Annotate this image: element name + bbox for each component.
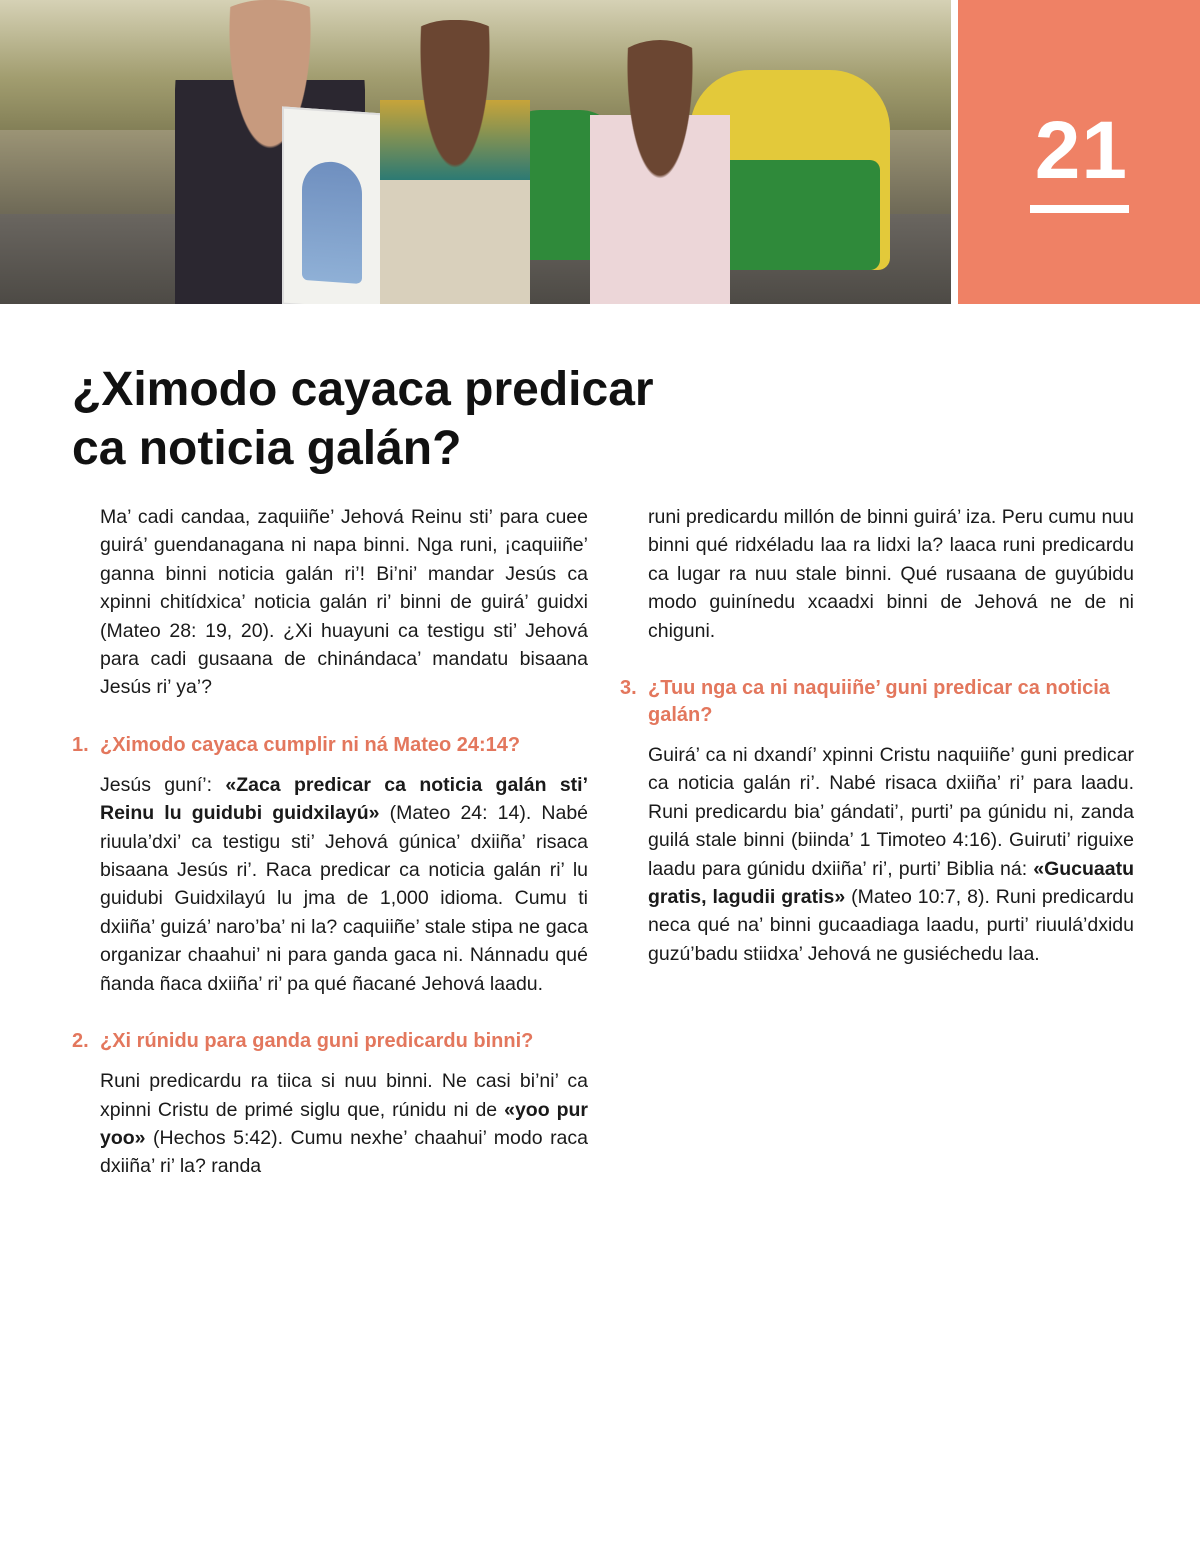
photo-person [590,40,730,304]
title-line: ca noticia galán? [72,422,462,475]
column-right [620,503,1134,968]
question-text: ¿Ximodo cayaca cumplir ni ná Mateo 24:14? [100,733,521,756]
section-paragraph: Guirá’ ca ni dxandí’ xpinni Cristu naquiiñe’ guni predicar ca noticia galán ri’. Nabé risaca dxiiña’ ri’ para laadu. Runi predicardu bia’ gándati’, purti’ pa gúnidu ni, zanda guilá stale binni (biinda’ 1 Timoteo 4:16). Guiruti’ riguixe laadu para gúnidu dxiiña’ ri’, purti’ Biblia ná: «Gucuaatu gratis, lagudii gratis» (Mateo 10:7, 8). Runi predicardu neca qué na’ binni gucaadiaga laadu, purti’ riuulá’dxidu guzú’badu stiidxa’ Jehová ne gusiéchedu laa. [648,744,1134,965]
question-number: 3. [620,677,637,700]
photo-person [380,20,530,304]
question-text: ¿Xi rúnidu para ganda guni predicardu binni? [100,1030,534,1053]
section-question [72,1028,588,1055]
section-question [72,732,588,759]
chapter-box [958,0,1200,304]
section-paragraph-continued: runi predicardu millón de binni guirá’ iza. Peru cumu nuu binni qué ridxéladu laa ra lidxi la? laaca runi predicardu ca lugar ra nuu stale binni. Qué rusaana de guyúbidu modo guinínedu xcaadxi binni de Jehová ne de ni chiguni. [648,506,1134,642]
question-number: 2. [72,1030,89,1053]
page-title [72,360,772,478]
scripture-quote: «Zaca predicar ca noticia galán sti’ Reinu lu guidubi guidxilayú» [100,773,589,825]
question-number: 1. [72,733,89,756]
intro-paragraph: Ma’ cadi candaa, zaquiiñe’ Jehová Reinu sti’ para cuee guirá’ guendanagana ni napa binni. Nga runi, ¡caquiiñe’ ganna binni noticia galán ri’! Bi’ni’ mandar Jesús ca xpinni chitídxica’ noticia galán ri’ binni de guirá’ guidxi (Mateo 28: 19, 20). ¿Xi huayuni ca testigu sti’ Jehová para cadi gusaana de chinándaca’ mandatu bisaana Jesús ri’ ya’? [100,506,588,699]
question-text: ¿Tuu nga ca ni naquiiñe’ guni predicar ca noticia galán? [648,677,1110,727]
header-photo [0,0,951,304]
chapter-number: 21 [1034,105,1128,196]
chapter-rule [1030,205,1129,213]
scripture-quote: «Gucuaatu gratis, lagudii gratis» [648,857,1134,909]
scripture-quote: «yoo pur yoo» [100,1098,588,1149]
title-line: ¿Ximodo cayaca predicar [72,363,654,416]
section-paragraph: Runi predicardu ra tiica si nuu binni. Ne casi bi’ni’ ca xpinni Cristu de primé siglu que, rúnidu ni de «yoo pur yoo» (Hechos 5:42). Cumu nexhe’ chaahui’ modo raca dxiiña’ ri’ la? randa [100,1070,588,1178]
section-paragraph: Jesús guní’: «Zaca predicar ca noticia galán sti’ Reinu lu guidubi guidxilayú» (Mateo 24: 14). Nabé riuula’dxi’ ca testigu sti’ Jehová gúnica’ dxiiña’ risaca bisaana Jesús ri’. Raca predicar ca noticia galán ri’ lu guidubi Guidxilayú lu jma de 1,000 idioma. Cumu ti dxiiña’ guizá’ naro’ba’ ni la? caquiiñe’ stale stipa ne gaca organizar chaahui’ ni para ganda gaca ni. Nánnadu qué ñanda ñaca dxiiña’ ri’ pa qué ñacané Jehová laadu. [100,773,589,995]
column-left [72,503,588,1181]
section-question [620,675,1134,729]
photo-literature-display [282,106,384,304]
